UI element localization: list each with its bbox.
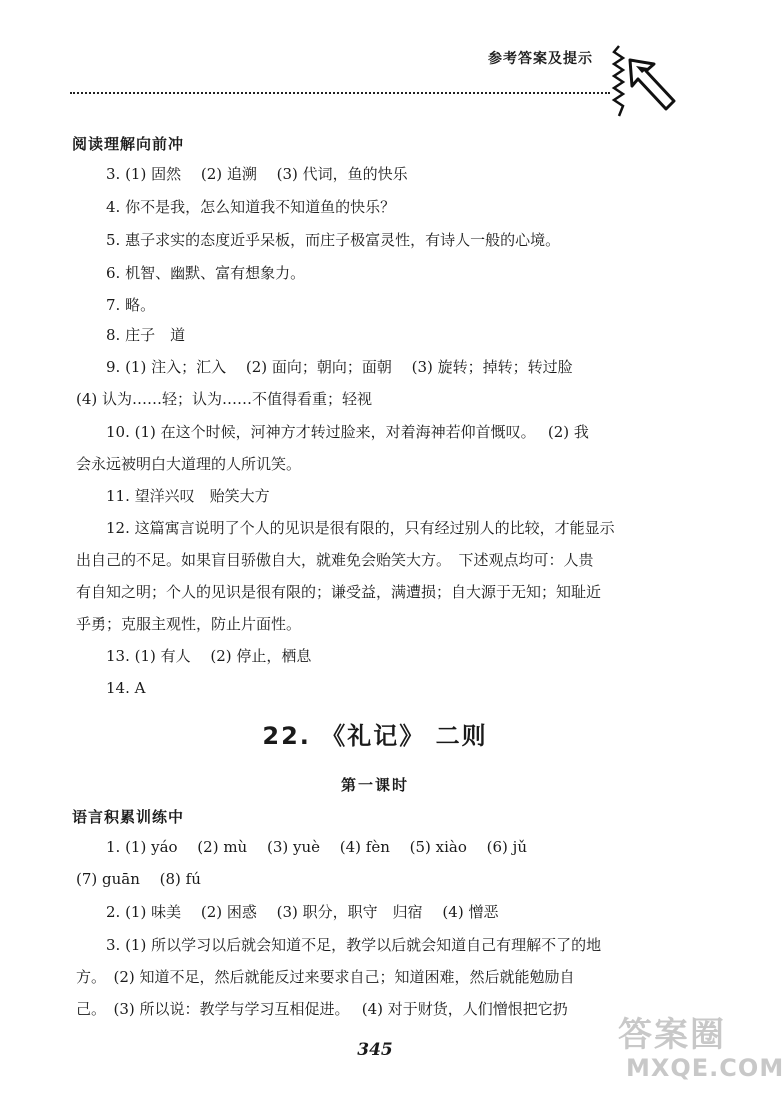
answer-line: 3. (1) 所以学习以后就会知道不足，教学以后就会知道自己有理解不了的地 bbox=[106, 936, 602, 954]
section-heading: 阅读理解向前冲 bbox=[72, 135, 185, 153]
zigzag-divider-icon bbox=[612, 46, 626, 116]
answer-line: 8. 庄子 道 bbox=[106, 326, 186, 344]
watermark-bottom: MXQE.COM bbox=[626, 1054, 784, 1082]
answer-line: 乎勇；克服主观性，防止片面性。 bbox=[76, 615, 302, 633]
answer-line: 5. 惠子求实的态度近乎呆板，而庄子极富灵性，有诗人一般的心境。 bbox=[106, 231, 561, 249]
answer-line: 13. (1) 有人 (2) 停止，栖息 bbox=[106, 647, 312, 665]
answer-line: 9. (1) 注入；汇入 (2) 面向；朝向；面朝 (3) 旋转；掉转；转过脸 bbox=[106, 358, 573, 376]
arrow-up-left-icon bbox=[628, 58, 678, 112]
answer-line: 10. (1) 在这个时候，河神方才转过脸来，对着海神若仰首慨叹。 (2) 我 bbox=[106, 423, 589, 441]
chapter-title: 22. 《礼记》 二则 bbox=[262, 722, 488, 750]
answer-line: (4) 认为……轻；认为……不值得看重；轻视 bbox=[76, 390, 373, 408]
answer-line: 14. A bbox=[106, 679, 146, 697]
header-dotted-rule bbox=[70, 92, 610, 94]
answer-line: 3. (1) 固然 (2) 追溯 (3) 代词，鱼的快乐 bbox=[106, 165, 408, 183]
lesson-title: 第一课时 bbox=[340, 776, 409, 794]
section-heading: 语言积累训练中 bbox=[72, 808, 185, 826]
answer-line: 己。 (3) 所以说：教学与学习互相促进。 (4) 对于财货，人们憎恨把它扔 bbox=[76, 1000, 568, 1018]
answer-line: 12. 这篇寓言说明了个人的见识是很有限的，只有经过别人的比较，才能显示 bbox=[106, 519, 615, 537]
watermark-top: 答案圈 bbox=[618, 1015, 726, 1055]
watermark-logo bbox=[618, 1015, 784, 1082]
answer-line: 方。 (2) 知道不足，然后就能反过来要求自己；知道困难，然后就能勉励自 bbox=[76, 968, 575, 986]
answer-line: (7) guān (8) fú bbox=[76, 870, 201, 888]
answer-line: 7. 略。 bbox=[106, 296, 156, 314]
answer-line: 1. (1) yáo (2) mù (3) yuè (4) fèn (5) xiào (6) jǔ bbox=[106, 838, 527, 856]
answer-line: 11. 望洋兴叹 贻笑大方 bbox=[106, 487, 270, 505]
answer-line: 6. 机智、幽默、富有想象力。 bbox=[106, 264, 306, 282]
answer-line: 有自知之明；个人的见识是很有限的；谦受益，满遭损；自大源于无知；知耻近 bbox=[76, 583, 602, 601]
answer-line: 2. (1) 味美 (2) 困惑 (3) 职分，职守 归宿 (4) 憎恶 bbox=[106, 903, 499, 921]
header-title: 参考答案及提示 bbox=[488, 51, 593, 67]
answer-line: 4. 你不是我，怎么知道我不知道鱼的快乐？ bbox=[106, 198, 396, 216]
answer-line: 出自己的不足。如果盲目骄傲自大，就难免会贻笑大方。 下述观点均可：人贵 bbox=[76, 551, 594, 569]
answer-line: 会永远被明白大道理的人所讥笑。 bbox=[76, 455, 302, 473]
page-number: 345 bbox=[357, 1040, 393, 1060]
